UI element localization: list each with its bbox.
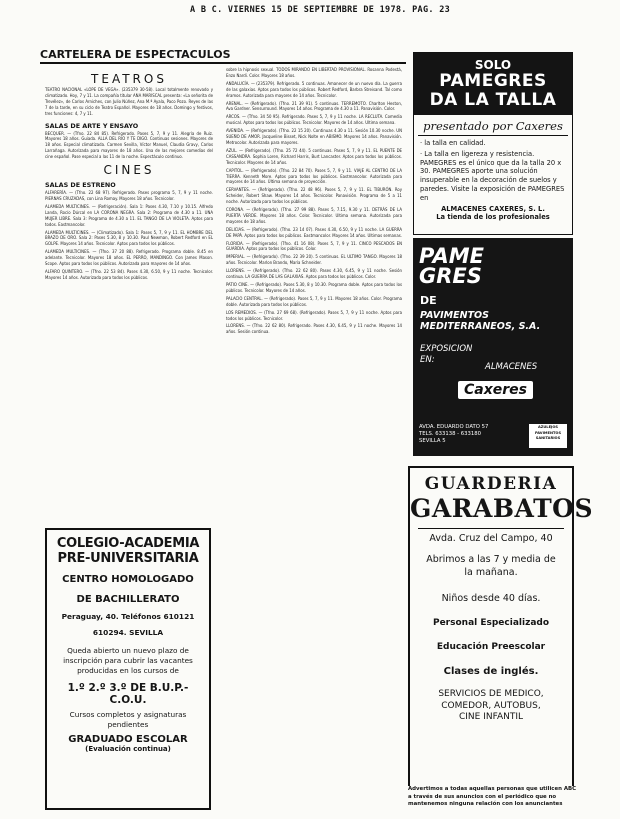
- cine-listing: CORONA. — (Refrigerado). (Tfno. 27 99 88). Pases 5, 7.15, 9.30 y 11. DETRÁS DE LA PUERTA VERDE. Mayores 18 años. Color. Tecnicolor. Ultima semana. Autorizada para mayores de 18 años.: [226, 208, 402, 225]
- cine-listing: ALAMEDA MULTICINES. — (Refrigeración). Sala 1: Pases 4.30, 7.10 y 10.15. Alfredo Landa, Rocío Dúrcal en LA CORONA NEGRA. Sala 2: Programa de 4.30 a 11. UNA MUJER LIBRE. Sala 3: Programa de 4.30 a 11. EL TANGO DE LA VIOLETA. Aptos para todos. Eastmancolor.: [45, 204, 213, 228]
- pamegres-point-1: · la talla en calidad.: [420, 139, 486, 147]
- colegio-address-2: 610294. SEVILLA: [92, 628, 164, 637]
- colegio-title: COLEGIO-ACADEMIA: [56, 536, 200, 551]
- hours-line-1: Abrimos a las 7 y media de: [426, 554, 556, 565]
- cine-listing: ALAMEDA MULTICINES. — (Tfno. 37 20 88). Refrigerado. Programa doble. 8.45 en adelante. Tecnicolor. Mayores 18 años. EL PERRO, MANDINGO. Con James Mason. Scope. Aptos para todos los públicos. Autorizada para mayores de 14 años.: [45, 250, 213, 268]
- store-name: ALMACENES CAXERES, S. L.: [441, 204, 545, 213]
- cine-listing: DELICIAS. — (Refrigerado). (Tfno. 23 14 07). Pases 4.30, 6.50, 9 y 11 noche. LA GUERRA DE PAPÁ. Aptos para todos los públicos. Eastmancolor. Mayores 14 años. Ultimas semanas.: [226, 227, 402, 239]
- cine-listing: ALFARO QUINTERO. — (Tfno. 22 53 84). Pases 4.30, 6.50, 9 y 11 noche. Tecnicolor. Mayores 14 años. Autorizada para todos los públicos.: [45, 269, 213, 281]
- cine-listing: AZUL. — (Refrigerado). (Tfno. 25 72 44). 5 continuas. Pases 5, 7, 9 y 11. EL PUENTE DE CASSANDRA. Sophia Loren, Richard Harris, Burt Lancaster. Aptos para todos los públicos. Tecnicolor. Mayores de 14 años.: [226, 148, 402, 166]
- logo-line-1: PAME: [419, 244, 484, 268]
- salas-arte-listing: BECQUER. — (Tfno. 22 84 85). Refrigerado. Pases 5, 7, 9 y 11. Alegría de Ruiz. Mayores 18 años. Guiada. ALLA DEL RIO Y TE DIGO. Continuas sesiones. Mayores de 18 años. Especial climatizada. Carmen Sevilla, Víctor Manuel, Claudia Gravy, Carlos Larrañaga. Autorizada para mayores de 18 años. Una de las mejores comedias del cine español. Pase especial a las 11 de la noche. Espectáculo continuo.: [45, 131, 213, 161]
- logo-line-2: GRES: [419, 264, 482, 288]
- garabatos-title: GARABATOS: [410, 494, 594, 523]
- divider: [418, 528, 564, 529]
- salas-estreno-title: SALAS DE ESTRENO: [45, 181, 116, 190]
- solo-text: SOLO: [474, 58, 512, 72]
- guarderia-title: GUARDERIA: [424, 474, 558, 494]
- pame-gres-logo: [419, 246, 484, 286]
- cine-listing: PALACIO CENTRAL. — (Refrigerado). Pases 5, 7, 9 y 11. Mayores 18 años. Color. Programa doble. Autorizada para todos los públicos.: [226, 296, 402, 308]
- cine-listing: ARENAL. — (Refrigerado). (Tfno. 21 39 91). 5 continuas. TERREMOTO. Charlton Heston, Ava Gardner. Sensurround. Mayores 14 años. Programa de 4.30 a 11. Panavisión. Color.: [226, 101, 402, 113]
- services-line-2: COMEDOR, AUTOBUS,: [441, 700, 541, 711]
- colegio-courses: Cursos completos y asignaturas pendientes: [69, 710, 187, 729]
- pavimentos-text: [420, 310, 540, 332]
- pame-contact: [419, 424, 488, 445]
- contact-phones: TELS. 633138 - 633180: [419, 431, 481, 437]
- cines-title: CINES: [103, 163, 155, 178]
- pame-gres-ad: [413, 238, 573, 456]
- cine-listing: sobre la hipnosis sexual. TODOS MIRANDO EN LIBERTAD PROVISIONAL. Rosanna Podestá, Enzo Nardi. Color. Mayores 18 años.: [226, 68, 402, 79]
- colegio-address: Peraguay, 40. Teléfonos 610121: [61, 612, 195, 621]
- cine-listing: LLORENS. — (Tfno. 22 62 80). Refrigerado. Pases 4.30, 6.45, 9 y 11 noche. Mayores 14 años. Sesión continua.: [226, 324, 402, 336]
- guarderia-ad: [408, 466, 594, 797]
- guarderia-age: Niños desde 40 días.: [441, 593, 541, 604]
- contact-city: SEVILLA 5: [419, 438, 446, 444]
- cine-listing: FLORIDA. — (Refrigerado). (Tfno. 41 16 08). Pases 5, 7, 9 y 11. CINCO PESCADOS EN GUARDIA. Aptos para todos los públicos. Color.: [226, 241, 402, 253]
- services-line-3: CINE INFANTIL: [458, 712, 523, 722]
- pamegres-point-2: · La talla en ligereza y resistencia. PAMEGRES es el único que da la talla 20 x 30. PAMEGRES aporte una solución insuperable en la decoración de suelos y paredes. Visite la exposición de PAMEGRES en: [420, 149, 565, 202]
- pamegres-banner: [414, 53, 572, 115]
- cine-listing: ALFARERÍA. — (Tfno. 22 68 97). Refrigerado. Pases programa 5, 7, 9 y 11 noche. PIERNAS CRUZADAS, con Lina Romay. Mayores 18 años. Tecnicolor.: [45, 191, 213, 202]
- colegio-body: Queda abierto un nuevo plazo de inscripción para cubrir las vacantes producidas en los cursos de: [63, 646, 193, 675]
- azulejos-badge: AZULEJOS PAVIMENTOS SANITARIOS: [529, 424, 567, 448]
- guarderia-address: Avda. Cruz del Campo, 40: [429, 533, 553, 544]
- almacenes-text: ALMACENES: [485, 362, 538, 372]
- exposicion-line-2: EN:: [420, 355, 435, 365]
- colegio-ad: [45, 528, 211, 810]
- teatro-listing: TEATRO NACIONAL «LOPE DE VEGA». (235379 30-58). Local totalmente renovado y climatizado. Hoy, 7 y 11. La compañía titular ANA MARISCAL presenta: «La señorita de Trevélez», de Carlos Arniches, con Julio Núñez, Ana M.ª Ayala, Paco Pozo. Reyes de las 7 de la tarde, en su ciclo de Teatro Español. Mayores de 18 años. Domingo y festivos, tres funciones: 4, 7 y 11.: [45, 88, 213, 117]
- colegio-grades: 1.º 2.º 3.º DE B.U.P.-C.O.U.: [67, 682, 189, 706]
- cine-listing: LOS REMEDIOS. — (Tfno. 27 69 68). (Refrigerado). Pases 5, 7, 9 y 11 noche. Aptos para todos los públicos. Tecnicolor.: [226, 310, 402, 322]
- hours-line-2: la mañana.: [464, 566, 518, 578]
- centro-line-1: CENTRO HOMOLOGADO: [62, 574, 194, 585]
- guarderia-services: [410, 689, 572, 724]
- teatros-title: TEATROS: [91, 72, 167, 86]
- cartelera-title: CARTELERA DE ESPECTACULOS: [40, 48, 406, 64]
- cine-listing: ALAMEDA MULTICINES. — (Climatizado). Sala 1: Pases 5, 7, 9 y 11. EL HOMBRE DEL BRAZO DE ORO. Sala 2: Pases 5.30, 8 y 10.30. Paul Newman, Robert Redford en EL GOLPE. Mayores 14 años. Tecnicolor. Aptos para todos los públicos.: [45, 230, 213, 248]
- presentado-por: presentado por Caxeres: [418, 119, 568, 136]
- educacion-preescolar: Educación Preescolar: [436, 642, 546, 652]
- advertencia-notice: Advertimos a todas aquellas personas que utilicen ABC a través de sus anuncios con el periódico que no mantenemos ninguna relación con los anunciantes: [408, 786, 577, 807]
- evaluacion-continua: (Evaluación continua): [85, 745, 171, 753]
- centro-line-2: DE BACHILLERATO: [76, 594, 180, 605]
- personal-especializado: Personal Especializado: [432, 618, 550, 628]
- pavimentos-line-1: PAVIMENTOS: [420, 310, 489, 321]
- clases-ingles: Clases de inglés.: [443, 666, 539, 677]
- de-text: DE: [420, 294, 437, 307]
- store-tagline: La tienda de los profesionales: [436, 213, 550, 222]
- colegio-subtitle: PRE-UNIVERSITARIA: [57, 551, 199, 566]
- cine-listing: PATIO CINE. — (Refrigerado). Pases 5.30, 8 y 10.30. Programa doble. Aptos para todos los públicos. Tecnicolor. Mayores de 14 años.: [226, 283, 402, 294]
- pavimentos-line-2: MEDITERRANEOS, S.A.: [420, 321, 541, 332]
- pamegres-body: [414, 139, 572, 222]
- cine-listing: CERVANTES. — (Refrigerado). (Tfno. 22 48 96). Pases 5, 7, 9 y 11. EL TIBURÓN. Roy Scheider, Robert Shaw. Mayores 14 años. Tecnicolor. Panavisión. Programa de 5 a 11 noche. Autorizada para todos los públicos.: [226, 188, 402, 206]
- guarderia-hours: [410, 554, 572, 579]
- cartelera-section: [40, 48, 406, 66]
- services-line-1: SERVICIOS DE MEDICO,: [438, 689, 544, 699]
- cine-listing: IMPERIAL. — (Refrigerado). (Tfno. 22 39 20). 5 continuas. EL ULTIMO TANGO. Mayores 18 años. Tecnicolor. Marlon Brando, María Schneider.: [226, 255, 402, 267]
- middle-column: [226, 68, 402, 338]
- cine-listing: CAPITOL. — (Refrigerado). (Tfno. 22 84 70). Pases 5, 7, 9 y 11. VIAJE AL CENTRO DE LA TIERRA. Kenneth More. Aptos para todos los públicos. Eastmancolor. Autorizada para mayores de 14 años. Última semana de proyección.: [226, 168, 402, 186]
- cine-listing: ANDALUCÍA. — (235379). Refrigerado. 5 continuas. Amanecer de un nuevo día. La guerra de las galaxias. Aptos para todos los públicos. Robert Redford, Barbra Streisand. Tal como éramos. Autorizada para mayores de 14 años. Tecnicolor.: [226, 81, 402, 99]
- caxeres-logo: Caxeres: [458, 381, 533, 399]
- cine-listing: ARCOS. — (Tfno. 34 50 95). Refrigerado. Pases 5, 7, 9 y 11 noche. LA RECLUTA. Comedia musical. Aptos para todos los públicos. Tecnicolor. Mayores de 14 años. Ultima semana.: [226, 115, 402, 127]
- da-la-talla-text: DA LA TALLA: [429, 90, 557, 110]
- cine-listing: AVENIDA. — (Refrigerado). (Tfno. 22 15 20). Continuas 4.30 a 11. Sesión 10.30 noche. UN SUEÑO DE AMOR. Jacqueline Bisset, Nick Nolte en ABISMO. Mayores 14 años. Panavisión. Metrocolor. Autorizada para mayores.: [226, 129, 402, 146]
- left-column: [45, 70, 213, 284]
- exposicion-line-1: EXPOSICION: [420, 344, 473, 354]
- cine-listing: LLORENS. — (Refrigerado). (Tfno. 22 62 80). Pases 4.30, 6.45, 9 y 11 noche. Sesión continua. LA GUERRA DE LAS GALAXIAS. Aptos para todos los públicos. Color.: [226, 269, 402, 281]
- contact-address: AVDA. EDUARDO DATO 57: [419, 424, 489, 430]
- salas-arte-title: SALAS DE ARTE Y ENSAYO: [45, 121, 139, 130]
- page-header: A B C. VIERNES 15 DE SEPTIEMBRE DE 1978. PAG. 23: [190, 5, 451, 15]
- pamegres-talla-ad: [413, 52, 573, 235]
- pamegres-text: PAMEGRES: [439, 71, 547, 91]
- graduado-escolar: GRADUADO ESCOLAR: [68, 734, 188, 745]
- exposicion-text: [420, 344, 472, 366]
